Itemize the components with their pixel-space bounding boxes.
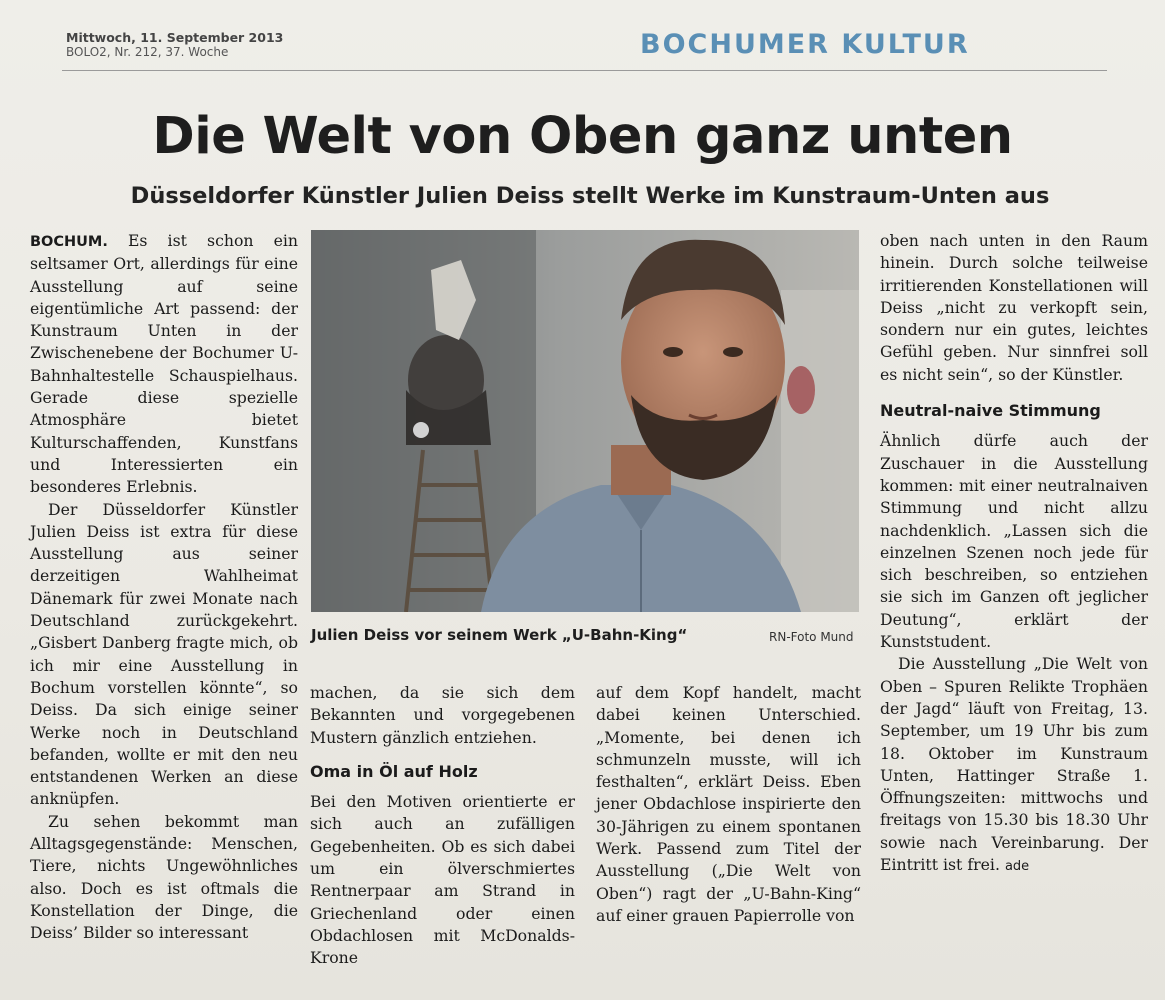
dateline: BOCHUM.: [30, 234, 108, 250]
article-subheadline: Düsseldorfer Künstler Julien Deiss stellt Werke im Kunstraum-Unten aus: [130, 183, 1050, 209]
paragraph: machen, da sie sich dem Bekannten und vorgegebenen Mustern gänzlich entziehen.: [310, 683, 575, 747]
issue-date: Mittwoch, 11. September 2013: [66, 30, 284, 45]
section-subheading: Oma in Öl auf Holz: [310, 761, 478, 781]
paragraph: [880, 653, 1148, 878]
paragraph: auf dem Kopf handelt, macht dabei keinen Unterschied. „Momente, bei denen ich schmunzeln musste, will ich festhalten“, erklärt Deiss. Eben jener Obdachlose inspirierte den 30-Jährigen zu einem spontanen Werk. Passend zum Titel der Ausstellung („Die Welt von Oben“) ragt der „U-Bahn-King“ auf einer grauen Papierrolle von: [596, 683, 861, 925]
paragraph: oben nach unten in den Raum hinein. Durch solche teilweise irritierenden Konstellationen will Deiss „nicht zu verkopft sein, sondern nur ein gutes, leichtes Gefühl geben. Nur sinnfrei soll es nicht sein“, so der Künstler.: [880, 231, 1148, 384]
paragraph: Der Düsseldorfer Künstler Julien Deiss ist extra für diese Ausstellung aus seiner derzeitigen Wahlheimat Dänemark für zwei Monate nach Deutschland zurückgekehrt. „Gisbert Danberg fragte mich, ob ich mir eine Ausstellung in Bochum vorstellen könnte“, so Deiss. Da sich einige seiner Werke noch in Deutschland befanden, wollte er mit den neu entstandenen Werken an diese anknüpfen.: [30, 499, 298, 809]
article-column-4: [880, 230, 1148, 878]
paragraph-text: Die Ausstellung „Die Welt von Oben – Spuren Relikte Trophäen der Jagd“ läuft von Freitag, 13. September, um 19 Uhr bis zum 18. Oktober im Kunstraum Unten, Hattinger Straße 1. Öffnungszeiten: mittwochs und freitags von 15.30 bis 18.30 Uhr sowie nach Vereinbarung. Der Eintritt ist frei.: [880, 654, 1148, 875]
portrait-photo-illustration: [311, 230, 859, 612]
article-column-3: [596, 682, 861, 927]
header-divider: [62, 70, 1107, 71]
article-photo: [311, 230, 859, 612]
article-headline: Die Welt von Oben ganz unten: [152, 107, 1013, 166]
section-title: BOCHUMER KULTUR: [640, 29, 970, 60]
paragraph: Bei den Motiven orientierte er sich auch an zufälligen Gegebenheiten. Ob es sich dabei um ein ölverschmiertes Rentnerpaar am Strand in Griechenland oder einen Obdachlosen mit McDonalds-Krone: [310, 792, 575, 968]
paragraph: [30, 230, 298, 499]
photo-credit: RN-Foto Mund: [769, 630, 854, 644]
issue-number: BOLO2, Nr. 212, 37. Woche: [66, 45, 229, 59]
paragraph: Zu sehen bekommt man Alltagsgegenstände: Menschen, Tiere, nichts Ungewöhnliches also. Doch es ist oftmals die Konstellation der Dinge, die Deiss’ Bilder so interessant: [30, 811, 298, 943]
author-signature: ade: [1004, 859, 1030, 875]
photo-caption: Julien Deiss vor seinem Werk „U-Bahn-King“: [311, 626, 688, 644]
section-subheading: Neutral-naive Stimmung: [880, 401, 1101, 421]
paragraph: Ähnlich dürfe auch der Zuschauer in die Ausstellung kommen: mit einer neutralnaiven Stimmung und nicht allzu nachdenklich. „Lassen sich die einzelnen Szenen noch jede für sich beschreiben, so entziehen sie sich im Ganzen oft jeglicher Deutung“, erklärt der Kunststudent.: [880, 431, 1148, 652]
paragraph-text: Es ist schon ein seltsamer Ort, allerdings für eine Ausstellung auf seine eigentümliche Art passend: der Kunstraum Unten in der Zwischenebene der Bochumer U-Bahnhaltestelle Schauspielhaus. Gerade diese spezielle Atmosphäre bietet Kulturschaffenden, Kunstfans und Interessierten ein besonderes Erlebnis.: [30, 231, 298, 497]
article-column-1: [30, 230, 298, 945]
article-column-2: [310, 682, 575, 970]
